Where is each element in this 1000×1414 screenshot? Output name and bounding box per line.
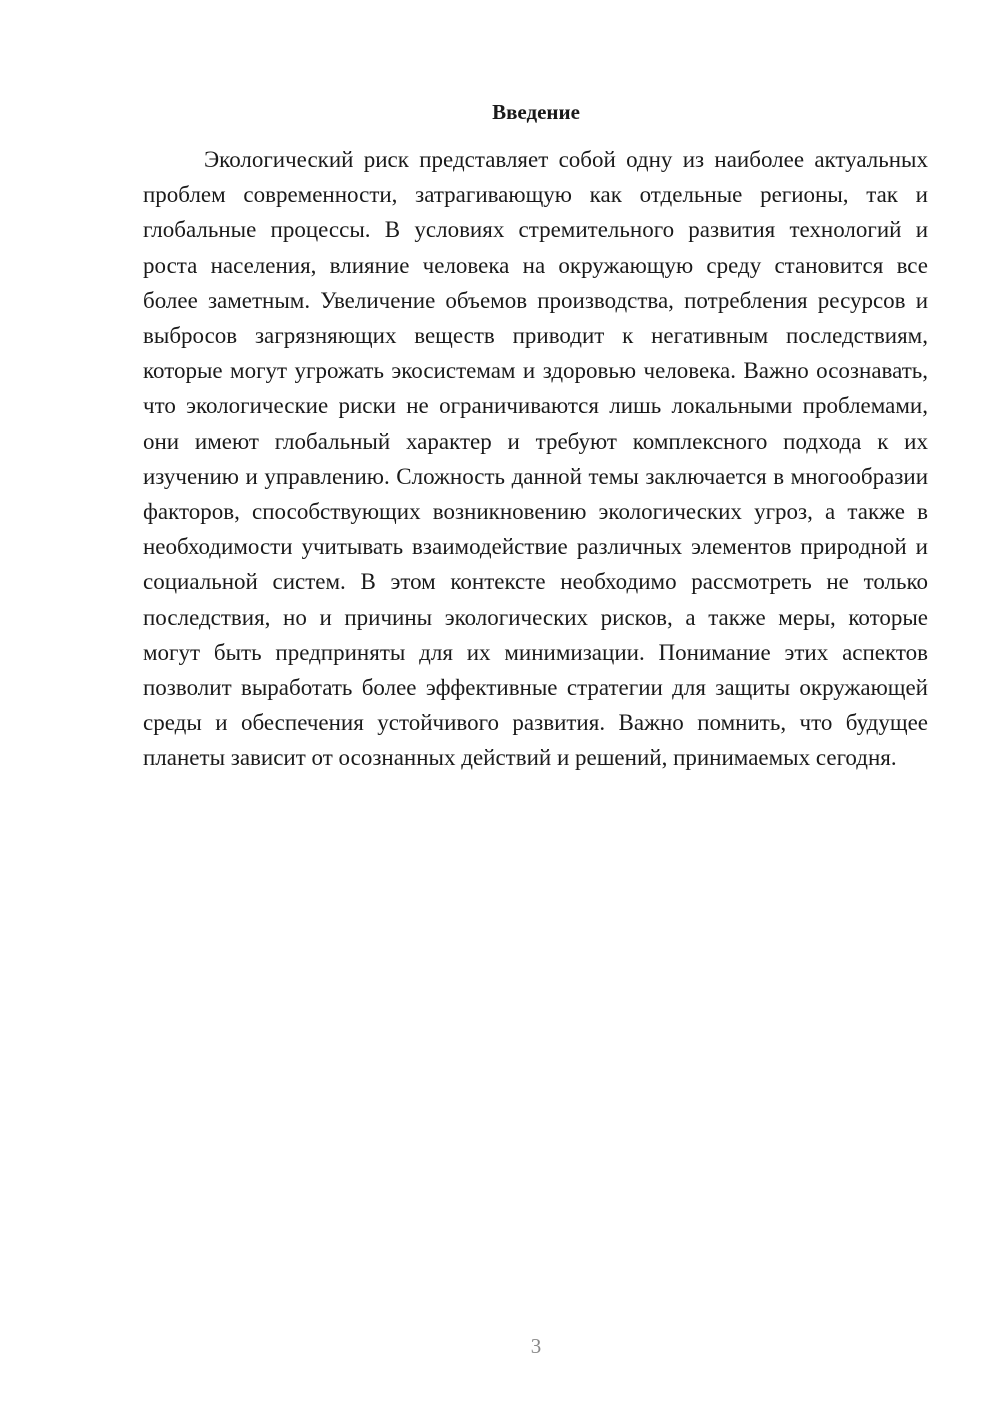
- body-paragraph: Экологический риск представляет собой одну из наиболее актуальных проблем современности, затрагивающую как отдельные регионы, так и глобальные процессы. В условиях стремительного развития технологий и роста населения, влияние человека на окружающую среду становится все более заметным. Увеличение объемов производства, потребления ресурсов и выбросов загрязняющих веществ приводит к негативным последствиям, которые могут угрожать экосистемам и здоровью человека. Важно осознавать, что экологические риски не ограничиваются лишь локальными проблемами, они имеют глобальный характер и требуют комплексного подхода к их изучению и управлению. Сложность данной темы заключается в многообразии факторов, способствующих возникновению экологических угроз, а также в необходимости учитывать взаимодействие различных элементов природной и социальной систем. В этом контексте необходимо рассмотреть не только последствия, но и причины экологических рисков, а также меры, которые могут быть предприняты для их минимизации. Понимание этих аспектов позволит выработать более эффективные стратегии для защиты окружающей среды и обеспечения устойчивого развития. Важно помнить, что будущее планеты зависит от осознанных действий и решений, принимаемых сегодня.: [143, 147, 928, 771]
- page-number: 3: [530, 1334, 542, 1358]
- section-heading: Введение: [492, 100, 580, 124]
